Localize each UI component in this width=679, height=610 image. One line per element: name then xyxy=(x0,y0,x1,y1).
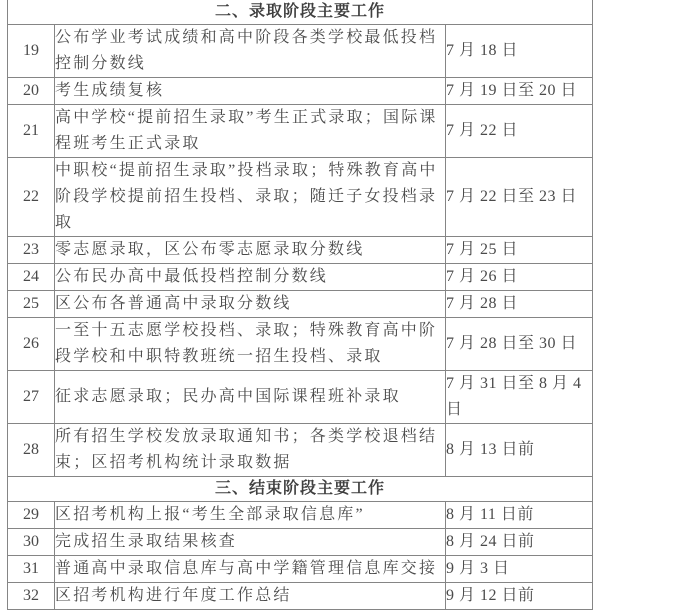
admission-schedule-table xyxy=(7,0,593,610)
table-row xyxy=(8,502,593,529)
date-cell: 7 月 22 日至 23 日 xyxy=(446,158,593,237)
table-row xyxy=(8,318,593,371)
section-header: 三、结束阶段主要工作 xyxy=(8,477,593,502)
task-cell: 区招考机构进行年度工作总结 xyxy=(55,583,446,610)
date-cell: 9 月 12 日前 xyxy=(446,583,593,610)
row-number-cell: 29 xyxy=(8,502,55,529)
row-number-cell: 23 xyxy=(8,237,55,264)
date-cell: 7 月 28 日至 30 日 xyxy=(446,318,593,371)
task-cell: 零志愿录取，区公布零志愿录取分数线 xyxy=(55,237,446,264)
table-row xyxy=(8,25,593,78)
table-row xyxy=(8,237,593,264)
task-cell: 普通高中录取信息库与高中学籍管理信息库交接 xyxy=(55,556,446,583)
table-row xyxy=(8,583,593,610)
date-cell: 8 月 24 日前 xyxy=(446,529,593,556)
table-row xyxy=(8,158,593,237)
task-cell: 中职校“提前招生录取”投档录取；特殊教育高中阶段学校提前招生投档、录取；随迁子女投档录取 xyxy=(55,158,446,237)
row-number-cell: 20 xyxy=(8,78,55,105)
row-number-cell: 25 xyxy=(8,291,55,318)
date-cell: 7 月 31 日至 8 月 4 日 xyxy=(446,371,593,424)
task-cell: 区公布各普通高中录取分数线 xyxy=(55,291,446,318)
date-cell: 7 月 22 日 xyxy=(446,105,593,158)
table-row xyxy=(8,424,593,477)
row-number-cell: 26 xyxy=(8,318,55,371)
date-cell: 7 月 26 日 xyxy=(446,264,593,291)
section-header: 二、录取阶段主要工作 xyxy=(8,0,593,25)
date-cell: 7 月 19 日至 20 日 xyxy=(446,78,593,105)
task-cell: 高中学校“提前招生录取”考生正式录取；国际课程班考生正式录取 xyxy=(55,105,446,158)
table-row xyxy=(8,291,593,318)
table-row xyxy=(8,371,593,424)
row-number-cell: 22 xyxy=(8,158,55,237)
task-cell: 公布学业考试成绩和高中阶段各类学校最低投档控制分数线 xyxy=(55,25,446,78)
task-cell: 征求志愿录取；民办高中国际课程班补录取 xyxy=(55,371,446,424)
task-cell: 考生成绩复核 xyxy=(55,78,446,105)
section-header-row xyxy=(8,477,593,502)
row-number-cell: 30 xyxy=(8,529,55,556)
date-cell: 7 月 25 日 xyxy=(446,237,593,264)
task-cell: 完成招生录取结果核查 xyxy=(55,529,446,556)
table-row xyxy=(8,264,593,291)
date-cell: 8 月 11 日前 xyxy=(446,502,593,529)
row-number-cell: 28 xyxy=(8,424,55,477)
task-cell: 区招考机构上报“考生全部录取信息库” xyxy=(55,502,446,529)
date-cell: 8 月 13 日前 xyxy=(446,424,593,477)
row-number-cell: 24 xyxy=(8,264,55,291)
task-cell: 所有招生学校发放录取通知书；各类学校退档结束；区招考机构统计录取数据 xyxy=(55,424,446,477)
schedule-table-body xyxy=(8,0,593,610)
table-row xyxy=(8,78,593,105)
task-cell: 一至十五志愿学校投档、录取；特殊教育高中阶段学校和中职特教班统一招生投档、录取 xyxy=(55,318,446,371)
row-number-cell: 27 xyxy=(8,371,55,424)
row-number-cell: 31 xyxy=(8,556,55,583)
table-row xyxy=(8,529,593,556)
table-row xyxy=(8,556,593,583)
row-number-cell: 19 xyxy=(8,25,55,78)
section-header-row xyxy=(8,0,593,25)
row-number-cell: 21 xyxy=(8,105,55,158)
date-cell: 7 月 28 日 xyxy=(446,291,593,318)
date-cell: 9 月 3 日 xyxy=(446,556,593,583)
row-number-cell: 32 xyxy=(8,583,55,610)
date-cell: 7 月 18 日 xyxy=(446,25,593,78)
task-cell: 公布民办高中最低投档控制分数线 xyxy=(55,264,446,291)
table-row xyxy=(8,105,593,158)
